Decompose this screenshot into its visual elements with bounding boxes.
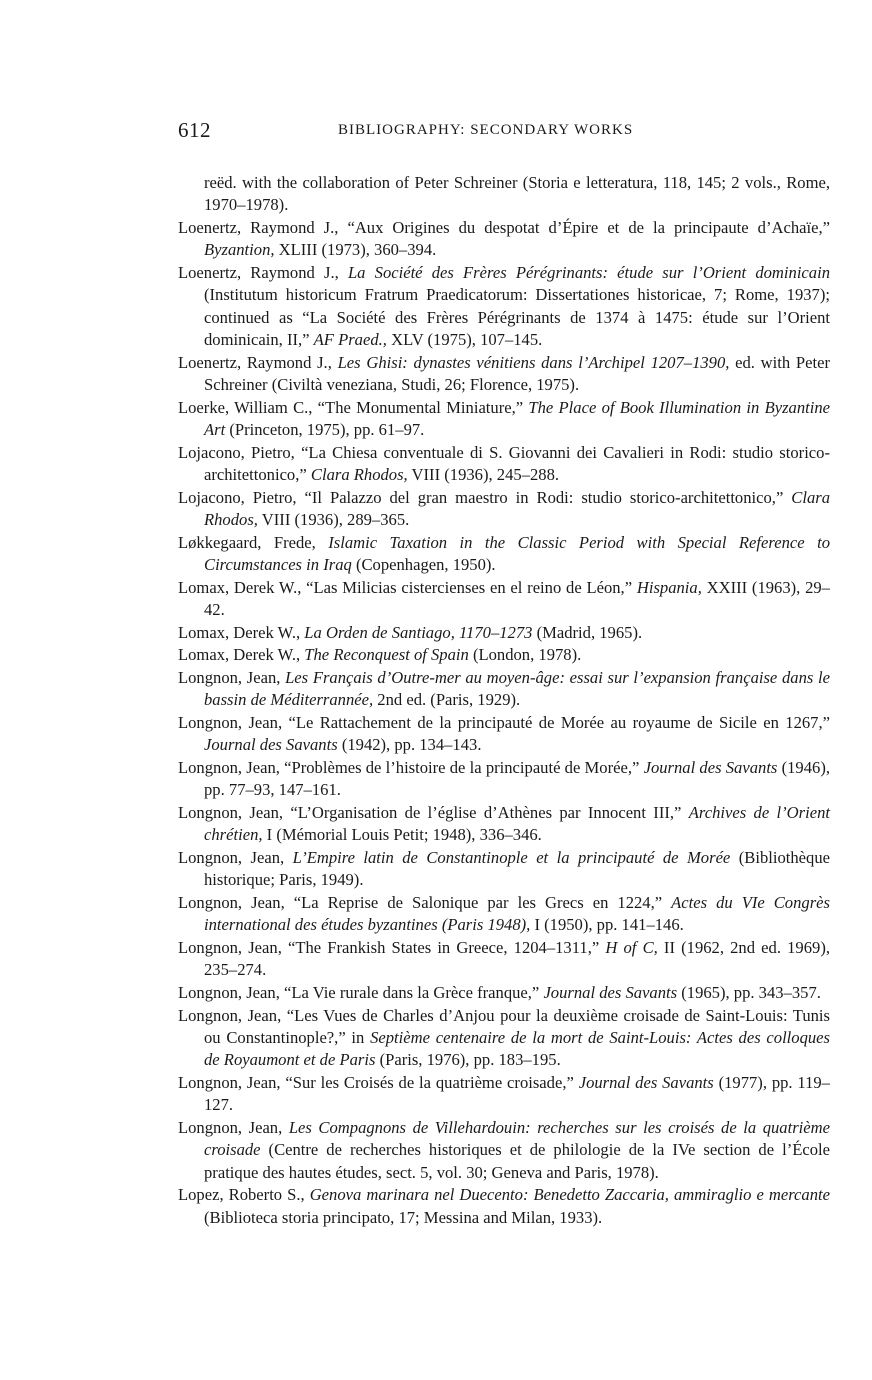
entry-title-italic: Hispania, xyxy=(636,577,702,597)
bibliography-entry xyxy=(178,352,830,397)
page-number: 612 xyxy=(178,118,211,142)
bibliography-entry xyxy=(178,397,830,442)
entry-title-italic: Les Français d’Outre-mer au moyen-âge: essai sur l’expansion française dans le bassin de Méditerrannée, xyxy=(204,668,830,710)
entry-text: ed. with Peter Schreiner (Civiltà veneziana, Studi, 26; Florence, 1975). xyxy=(204,352,831,395)
entry-title-italic: Les Ghisi: dynastes vénitiens dans l’Archipel 1207–1390, xyxy=(337,352,730,372)
entry-text: VIII (1936), 289–365. xyxy=(257,510,410,530)
entry-text: (Institutum historicum Fratrum Praedicatorum: Dissertationes historicae, 7; Rome, 1937); continued as “La Société des Frères Pérégrinants de 1374 à 1475: étude sur l’Orient dominicain, II,” xyxy=(204,285,830,350)
entry-text: Longnon, Jean, “Problèmes de l’histoire de la principauté de Morée,” xyxy=(178,758,644,777)
entry-text: (1965), pp. 343–357. xyxy=(677,983,821,1002)
bibliography-entry-continued xyxy=(178,172,830,217)
bibliography-entry xyxy=(178,1117,830,1184)
entry-text: (Paris, 1976), pp. 183–195. xyxy=(375,1050,561,1070)
bibliography-entry xyxy=(178,442,830,487)
entry-title-italic: Journal des Savants xyxy=(204,735,338,755)
entry-text: (Copenhagen, 1950). xyxy=(351,555,496,575)
entry-text: XLIII (1973), 360–394. xyxy=(274,240,437,260)
entry-title-italic: Actes du VIe Congrès international des études byzantines (Paris 1948), xyxy=(204,893,830,935)
entry-text: Longnon, Jean, xyxy=(178,668,286,687)
entry-text: (Bibliothèque historique; Paris, 1949). xyxy=(204,848,830,890)
entry-text: Longnon, Jean, “Les Vues de Charles d’Anjou pour la deuxième croisade de Saint-Louis: Tunis ou Constantinople?,” in xyxy=(178,1005,830,1047)
bibliography-entry xyxy=(178,1072,830,1117)
entry-title-italic: L’Empire latin de Constantinople et la principauté de Morée xyxy=(292,848,731,867)
entry-text: Loenertz, Raymond J., xyxy=(178,352,338,372)
entry-text: (London, 1978). xyxy=(468,645,582,665)
entry-title-italic: Islamic Taxation in the Classic Period with Special Reference to Circumstances in Iraq xyxy=(204,532,830,575)
page-header xyxy=(178,118,828,148)
entry-title-italic: Genova marinara nel Duecento: Benedetto Zaccaria, ammiraglio e mercante xyxy=(309,1185,830,1205)
entry-text: Lopez, Roberto S., xyxy=(178,1185,310,1205)
entry-text: Lojacono, Pietro, “Il Palazzo del gran maestro in Rodi: studio storico-architettonico,” xyxy=(178,487,792,507)
entry-text: Longnon, Jean, xyxy=(178,1118,289,1137)
entry-text: Longnon, Jean, “La Reprise de Salonique par les Grecs en 1224,” xyxy=(178,893,672,912)
entry-title-italic: AF Praed., xyxy=(313,330,387,350)
entry-text: Loenertz, Raymond J., xyxy=(178,263,348,282)
entry-title-italic: H of C, xyxy=(605,938,658,957)
entry-title-italic: Journal des Savants xyxy=(578,1073,714,1092)
entry-title-italic: La Orden de Santiago, 1170–1273 xyxy=(304,622,533,642)
entry-text: (Princeton, 1975), pp. 61–97. xyxy=(225,420,425,440)
entry-text: Loerke, William C., “The Monumental Miniature,” xyxy=(178,397,529,417)
bibliography-entry xyxy=(178,892,830,937)
entry-text: Lomax, Derek W., xyxy=(178,622,305,642)
entry-title-italic: Journal des Savants xyxy=(543,983,678,1002)
entry-text: Loenertz, Raymond J., “Aux Origines du despotat d’Épire et de la principaute d’Achaïe,” xyxy=(178,218,830,237)
entry-title-italic: The Reconquest of Spain xyxy=(304,645,469,665)
entry-title-italic: Journal des Savants xyxy=(643,758,778,777)
entry-text: Longnon, Jean, “L’Organisation de l’église d’Athènes par Innocent III,” xyxy=(178,803,689,822)
bibliography-entry xyxy=(178,847,830,892)
entry-text: Lomax, Derek W., xyxy=(178,645,305,665)
entry-text: (Madrid, 1965). xyxy=(532,622,643,642)
entry-text: (1977), pp. 119–127. xyxy=(204,1073,830,1115)
bibliography-entry xyxy=(178,262,830,352)
bibliography-entry xyxy=(178,712,830,757)
entry-text: VIII (1936), 245–288. xyxy=(407,465,560,485)
bibliography-entry xyxy=(178,577,830,622)
bibliography-entry xyxy=(178,667,830,712)
running-head: BIBLIOGRAPHY: SECONDARY WORKS xyxy=(338,122,634,138)
bibliography-entry xyxy=(178,644,830,666)
bibliography-entry xyxy=(178,1005,830,1072)
bibliography-entry xyxy=(178,802,830,847)
entry-title-italic: Archives de l’Orient chrétien, xyxy=(204,803,830,845)
entry-title-italic: Les Compagnons de Villehardouin: recherches sur les croisés de la quatrième croisade xyxy=(204,1118,830,1160)
entry-title-italic: La Société des Frères Pérégrinants: étude sur l’Orient dominicain xyxy=(347,263,830,282)
entry-text: I (Mémorial Louis Petit; 1948), 336–346. xyxy=(262,825,542,845)
entry-title-italic: Byzantion, xyxy=(204,240,275,260)
entry-text: reëd. with the collaboration of Peter Schreiner (Storia e letteratura, 118, 145; 2 vols., Rome, 1970–1978). xyxy=(204,173,830,215)
entry-text: Longnon, Jean, “Sur les Croisés de la quatrième croisade,” xyxy=(178,1073,579,1092)
entry-title-italic: Clara Rhodos, xyxy=(204,487,830,530)
entry-text: (1942), pp. 134–143. xyxy=(337,735,482,755)
bibliography-entry xyxy=(178,937,830,982)
bibliography-entry xyxy=(178,217,830,262)
entry-text: (Centre de recherches historiques et de philologie de la IVe section de l’École pratique des hautes études, sect. 5, vol. 30; Geneva and Paris, 1978). xyxy=(204,1140,830,1182)
entry-title-italic: The Place of Book Illumination in Byzantine Art xyxy=(204,397,830,440)
bibliography-entry xyxy=(178,532,830,577)
bibliography-list xyxy=(178,172,830,1229)
entry-text: Lomax, Derek W., “Las Milicias cistercienses en el reino de Léon,” xyxy=(178,577,637,597)
bibliography-entry xyxy=(178,982,830,1004)
entry-text: Longnon, Jean, “The Frankish States in Greece, 1204–1311,” xyxy=(178,938,606,957)
entry-text: XXIII (1963), 29–42. xyxy=(204,577,830,620)
entry-text: XLV (1975), 107–145. xyxy=(386,330,543,350)
entry-text: Longnon, Jean, “La Vie rurale dans la Grèce franque,” xyxy=(178,983,544,1002)
entry-text: (1946), pp. 77–93, 147–161. xyxy=(204,758,830,800)
bibliography-entry xyxy=(178,487,830,532)
entry-text: 2nd ed. (Paris, 1929). xyxy=(373,690,521,710)
entry-text: Longnon, Jean, xyxy=(178,848,293,867)
bibliography-entry xyxy=(178,1184,830,1229)
entry-text: I (1950), pp. 141–146. xyxy=(530,915,684,935)
entry-text: Longnon, Jean, “Le Rattachement de la principauté de Morée au royaume de Sicile en 1267,” xyxy=(178,713,830,732)
entry-title-italic: Clara Rhodos, xyxy=(310,465,408,485)
entry-title-italic: Septième centenaire de la mort de Saint-Louis: Actes des colloques de Royaumont et de Paris xyxy=(204,1028,830,1070)
entry-text: Løkkegaard, Frede, xyxy=(178,532,329,552)
bibliography-entry xyxy=(178,622,830,644)
entry-text: II (1962, 2nd ed. 1969), 235–274. xyxy=(204,938,830,980)
entry-text: Lojacono, Pietro, “La Chiesa conventuale di S. Giovanni dei Cavalieri in Rodi: studio storico-architettonico,” xyxy=(178,442,830,485)
bibliography-entry xyxy=(178,757,830,802)
entry-text: (Biblioteca storia principato, 17; Messina and Milan, 1933). xyxy=(204,1207,603,1227)
